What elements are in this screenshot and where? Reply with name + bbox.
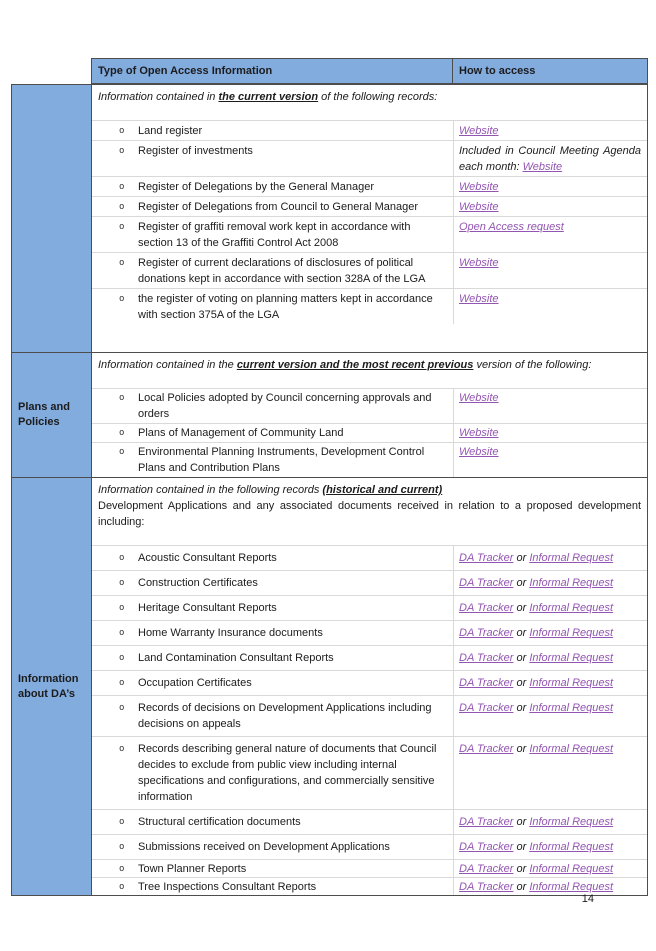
item-name-text: Acoustic Consultant Reports xyxy=(138,552,277,564)
section-label: Plans and Policies xyxy=(12,353,92,477)
item-name-text: Local Policies adopted by Council concerning approvals and orders xyxy=(138,392,432,420)
website-link[interactable]: Website xyxy=(459,256,499,269)
bullet-icon: o xyxy=(119,881,125,892)
informal-request-link[interactable]: Informal Request xyxy=(529,816,614,828)
website-link[interactable]: Website xyxy=(522,160,563,173)
text-run: the current version xyxy=(218,91,319,103)
informal-request-link[interactable]: Informal Request xyxy=(529,743,614,755)
section-intro xyxy=(92,478,647,545)
item-name xyxy=(92,571,453,595)
item-name-text: Home Warranty Insurance documents xyxy=(138,627,323,639)
access-cell xyxy=(453,197,647,216)
bullet-icon: o xyxy=(119,447,125,457)
item-name-text: Environmental Planning Instruments, Development Control Plans and Contribution Plans xyxy=(138,446,425,474)
informal-request-link[interactable]: Informal Request xyxy=(529,862,614,875)
access-cell xyxy=(453,860,647,877)
item-name-text: Structural certification documents xyxy=(138,816,301,828)
access-cell xyxy=(453,389,647,423)
table-section xyxy=(12,85,647,352)
table-row xyxy=(92,140,647,176)
section-intro xyxy=(92,353,647,388)
informal-request-link[interactable]: Informal Request xyxy=(529,677,614,689)
column-header-type: Type of Open Access Information xyxy=(92,59,453,83)
page-number: 14 xyxy=(581,893,594,905)
bullet-icon: o xyxy=(119,553,125,563)
da-tracker-link[interactable]: DA Tracker xyxy=(459,677,514,689)
bullet-icon: o xyxy=(119,653,125,663)
table-section xyxy=(12,477,647,895)
text-run: current version and the most recent previous xyxy=(236,359,474,371)
text-run: or xyxy=(513,743,530,755)
text-run: Development Applications and any associated documents received in relation to a proposed development including: xyxy=(98,500,641,528)
item-name xyxy=(92,389,453,423)
item-name-text: Register of current declarations of disclosures of political donations kept in accordance with section 328A of the LGA xyxy=(138,256,426,285)
table-row xyxy=(92,595,647,620)
item-name-text: Plans of Management of Community Land xyxy=(138,427,344,439)
item-name xyxy=(92,737,453,809)
table-row xyxy=(92,120,647,140)
da-tracker-link[interactable]: DA Tracker xyxy=(459,552,514,564)
access-cell xyxy=(453,424,647,442)
website-link[interactable]: Website xyxy=(459,446,499,458)
access-cell xyxy=(453,596,647,620)
item-name-text: Land Contamination Consultant Reports xyxy=(138,652,334,664)
text-run: Information contained in xyxy=(98,91,219,103)
access-cell xyxy=(453,835,647,859)
item-name xyxy=(92,424,453,442)
da-tracker-link[interactable]: DA Tracker xyxy=(459,577,514,589)
access-cell xyxy=(453,878,647,895)
item-name-text: Register of investments xyxy=(138,144,253,157)
bullet-icon: o xyxy=(119,428,125,438)
table-row xyxy=(92,877,647,895)
informal-request-link[interactable]: Informal Request xyxy=(529,841,614,853)
bullet-icon: o xyxy=(119,257,125,268)
bullet-icon: o xyxy=(119,393,125,403)
item-name xyxy=(92,253,453,288)
access-cell xyxy=(453,737,647,809)
bullet-icon: o xyxy=(119,201,125,212)
bullet-icon: o xyxy=(119,817,125,827)
item-name-text: Tree Inspections Consultant Reports xyxy=(138,880,317,893)
access-cell xyxy=(453,141,647,176)
access-cell xyxy=(453,177,647,196)
text-run: or xyxy=(513,677,530,689)
text-run: version of the following: xyxy=(473,359,592,371)
item-name xyxy=(92,671,453,695)
item-name xyxy=(92,696,453,736)
access-cell xyxy=(453,646,647,670)
access-cell xyxy=(453,546,647,570)
informal-request-link[interactable]: Informal Request xyxy=(529,652,614,664)
access-cell xyxy=(453,696,647,736)
bullet-icon: o xyxy=(119,678,125,688)
item-name-text: Town Planner Reports xyxy=(138,862,247,875)
text-run: or xyxy=(513,652,530,664)
da-tracker-link[interactable]: DA Tracker xyxy=(459,841,514,853)
table-row xyxy=(92,645,647,670)
table-row xyxy=(92,216,647,252)
da-tracker-link[interactable]: DA Tracker xyxy=(459,743,514,755)
bullet-icon: o xyxy=(119,181,125,192)
item-name-text: Register of Delegations by the General Manager xyxy=(138,180,375,193)
section-intro xyxy=(92,85,647,120)
table-row xyxy=(92,859,647,877)
table-row xyxy=(92,288,647,324)
bullet-icon: o xyxy=(119,744,125,754)
table-row xyxy=(92,570,647,595)
table-row xyxy=(92,620,647,645)
item-name xyxy=(92,878,453,895)
section-label xyxy=(12,85,92,352)
text-run: or xyxy=(513,841,530,853)
item-name-text: Records describing general nature of documents that Council decides to exclude from public view including internal specifications and configurations, and commercially sensitive information xyxy=(138,743,437,803)
da-tracker-link[interactable]: DA Tracker xyxy=(459,627,514,639)
open-access-request-link[interactable]: Open Access request xyxy=(459,220,564,233)
text-run: or xyxy=(513,552,530,564)
da-tracker-link[interactable]: DA Tracker xyxy=(459,880,514,893)
text-run: or xyxy=(513,862,530,875)
item-name xyxy=(92,860,453,877)
bullet-icon: o xyxy=(119,842,125,852)
informal-request-link[interactable]: Informal Request xyxy=(529,602,614,614)
table-row xyxy=(92,809,647,834)
informal-request-link[interactable]: Informal Request xyxy=(529,702,614,714)
intro-paragraph xyxy=(98,482,641,498)
table-section xyxy=(12,352,647,477)
table-row xyxy=(92,388,647,423)
bullet-icon: o xyxy=(119,221,125,232)
table-row xyxy=(92,176,647,196)
table-row xyxy=(92,834,647,859)
text-run: Included in Council Meeting Agenda each month: xyxy=(459,144,641,173)
table-row xyxy=(92,196,647,216)
section-body xyxy=(92,478,647,895)
text-run: Information contained in the following records xyxy=(98,484,323,496)
website-link[interactable]: Website xyxy=(459,427,499,439)
item-name xyxy=(92,177,453,196)
item-name-text: Land register xyxy=(138,124,203,137)
da-tracker-link[interactable]: DA Tracker xyxy=(459,702,514,714)
text-run: Information contained in the xyxy=(98,359,237,371)
item-name-text: Submissions received on Development Applications xyxy=(138,841,390,853)
bullet-icon: o xyxy=(119,628,125,638)
item-name-text: Construction Certificates xyxy=(138,577,258,589)
access-cell xyxy=(453,571,647,595)
item-name-text: Register of graffiti removal work kept in accordance with section 13 of the Graffiti Control Act 2008 xyxy=(138,220,411,249)
open-access-table xyxy=(11,58,648,896)
item-name-text: Heritage Consultant Reports xyxy=(138,602,277,614)
intro-paragraph xyxy=(98,89,641,105)
bullet-icon: o xyxy=(119,578,125,588)
item-name xyxy=(92,546,453,570)
access-cell xyxy=(453,217,647,252)
access-cell xyxy=(453,289,647,324)
section-label: Information about DA’s xyxy=(12,478,92,895)
da-tracker-link[interactable]: DA Tracker xyxy=(459,862,514,875)
table-body xyxy=(11,84,648,896)
table-header-row xyxy=(91,58,648,84)
item-name-text: the register of voting on planning matters kept in accordance with section 375A of the LGA xyxy=(138,292,433,321)
item-name xyxy=(92,443,453,477)
informal-request-link[interactable]: Informal Request xyxy=(529,880,614,893)
item-name xyxy=(92,596,453,620)
website-link[interactable]: Website xyxy=(459,124,499,137)
informal-request-link[interactable]: Informal Request xyxy=(529,627,614,639)
da-tracker-link[interactable]: DA Tracker xyxy=(459,652,514,664)
item-name xyxy=(92,289,453,324)
table-row xyxy=(92,545,647,570)
access-cell xyxy=(453,810,647,834)
access-cell xyxy=(453,253,647,288)
table-row xyxy=(92,670,647,695)
item-name xyxy=(92,121,453,140)
table-row xyxy=(92,695,647,736)
informal-request-link[interactable]: Informal Request xyxy=(529,577,614,589)
access-cell xyxy=(453,671,647,695)
item-name xyxy=(92,621,453,645)
item-name xyxy=(92,141,453,176)
table-row xyxy=(92,736,647,809)
section-body xyxy=(92,85,647,352)
bullet-icon: o xyxy=(119,145,125,156)
text-run: or xyxy=(513,816,530,828)
item-name-text: Register of Delegations from Council to General Manager xyxy=(138,200,419,213)
access-cell xyxy=(453,443,647,477)
item-name xyxy=(92,197,453,216)
table-row xyxy=(92,423,647,442)
text-run: of the following records: xyxy=(318,91,438,103)
table-row xyxy=(92,442,647,477)
item-name xyxy=(92,646,453,670)
bullet-icon: o xyxy=(119,125,125,136)
item-name-text: Occupation Certificates xyxy=(138,677,252,689)
item-name xyxy=(92,217,453,252)
table-row xyxy=(92,252,647,288)
bullet-icon: o xyxy=(119,603,125,613)
bullet-icon: o xyxy=(119,863,125,874)
informal-request-link[interactable]: Informal Request xyxy=(529,552,614,564)
text-run: or xyxy=(513,602,530,614)
text-run: or xyxy=(513,627,530,639)
bullet-icon: o xyxy=(119,293,125,304)
item-name xyxy=(92,835,453,859)
access-cell xyxy=(453,121,647,140)
section-body xyxy=(92,353,647,477)
item-name xyxy=(92,810,453,834)
access-cell xyxy=(453,621,647,645)
da-tracker-link[interactable]: DA Tracker xyxy=(459,602,514,614)
intro-paragraph xyxy=(98,498,641,530)
item-name-text: Records of decisions on Development Applications including decisions on appeals xyxy=(138,702,432,730)
intro-paragraph xyxy=(98,357,641,373)
text-run: (historical and current) xyxy=(322,484,443,496)
website-link[interactable]: Website xyxy=(459,200,499,213)
website-link[interactable]: Website xyxy=(459,180,499,193)
text-run: or xyxy=(513,880,530,893)
text-run: or xyxy=(513,702,530,714)
website-link[interactable]: Website xyxy=(459,392,499,404)
website-link[interactable]: Website xyxy=(459,292,499,305)
bullet-icon: o xyxy=(119,703,125,713)
column-header-access: How to access xyxy=(459,65,536,77)
text-run: or xyxy=(513,577,530,589)
da-tracker-link[interactable]: DA Tracker xyxy=(459,816,514,828)
